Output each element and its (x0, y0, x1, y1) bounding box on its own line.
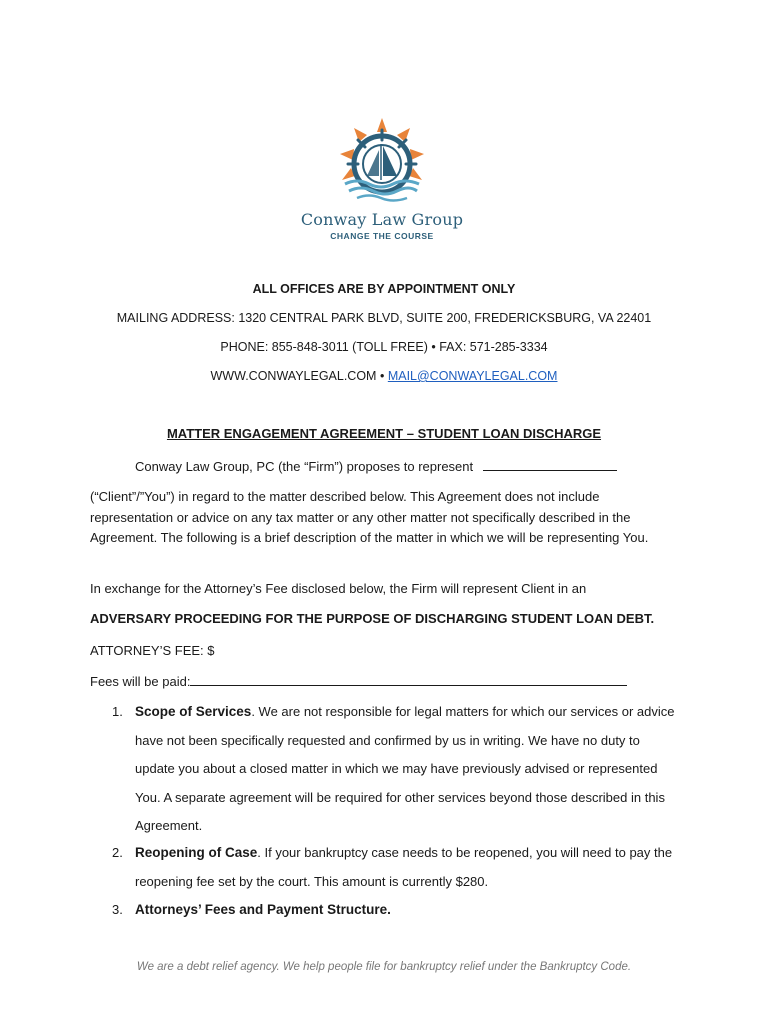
item-heading: Reopening of Case (135, 845, 258, 860)
list-item (90, 698, 690, 838)
intro-line-text: Conway Law Group, PC (the “Firm”) proposes to represent (135, 459, 474, 474)
attorney-fee-line: ATTORNEY’S FEE: $ (90, 643, 215, 658)
contact-line (0, 369, 768, 383)
fees-paid-blank[interactable] (190, 671, 627, 686)
item-number: 2. (112, 845, 123, 860)
fees-paid-line (90, 671, 650, 693)
logo-firm-name: Conway Law Group (300, 210, 464, 229)
logo-tagline: CHANGE THE COURSE (330, 231, 434, 241)
proceeding-heading: ADVERSARY PROCEEDING FOR THE PURPOSE OF DISCHARGING STUDENT LOAN DEBT. (90, 611, 655, 626)
footer-disclaimer: We are a debt relief agency. We help people file for bankruptcy relief under the Bankruptcy Code. (136, 961, 632, 973)
list-item (90, 839, 690, 896)
intro-line (135, 456, 655, 478)
website-text: WWW.CONWAYLEGAL.COM • (210, 369, 385, 383)
phone-fax: PHONE: 855-848-3011 (TOLL FREE) • FAX: 571-285-3334 (220, 340, 548, 354)
mailing-address: MAILING ADDRESS: 1320 CENTRAL PARK BLVD, SUITE 200, FREDERICKSBURG, VA 22401 (116, 311, 652, 325)
item-heading: Scope of Services (135, 704, 252, 719)
email-link[interactable]: MAIL@CONWAYLEGAL.COM (387, 369, 558, 383)
item-number: 3. (112, 902, 123, 917)
list-item (90, 896, 690, 925)
item-heading: Attorneys’ Fees and Payment Structure. (135, 902, 391, 917)
item-body (135, 839, 680, 896)
item-text: . If your bankruptcy case needs to be reopened, you will need to pay the reopening fee set by the court. This amount is currently $280. (135, 845, 673, 889)
client-name-blank[interactable] (483, 456, 617, 471)
intro-paragraph: (“Client”/”You”) in regard to the matter described below. This Agreement does not include representation or advice on any tax matter or any other matter not specifically described in the Agreement. The following is a brief description of the matter in which we will be representing You. (90, 489, 649, 545)
exchange-sentence: In exchange for the Attorney’s Fee disclosed below, the Firm will represent Client in an (90, 581, 587, 596)
agreement-title: MATTER ENGAGEMENT AGREEMENT – STUDENT LOAN DISCHARGE (166, 426, 602, 441)
fees-paid-label: Fees will be paid: (90, 674, 191, 689)
item-text: . We are not responsible for legal matters for which our services or advice have not been specifically requested and confirmed by us in writing. We have no duty to update you about a closed matter in which we may have previously advised or represented You. A separate agreement will be required for other services beyond those described in this Agreement. (135, 704, 675, 833)
item-body (135, 698, 680, 841)
item-body (135, 896, 680, 925)
ships-wheel-logo-icon (327, 118, 437, 210)
firm-logo (290, 118, 474, 246)
item-number: 1. (112, 704, 123, 719)
appointment-notice: ALL OFFICES ARE BY APPOINTMENT ONLY (252, 282, 516, 296)
